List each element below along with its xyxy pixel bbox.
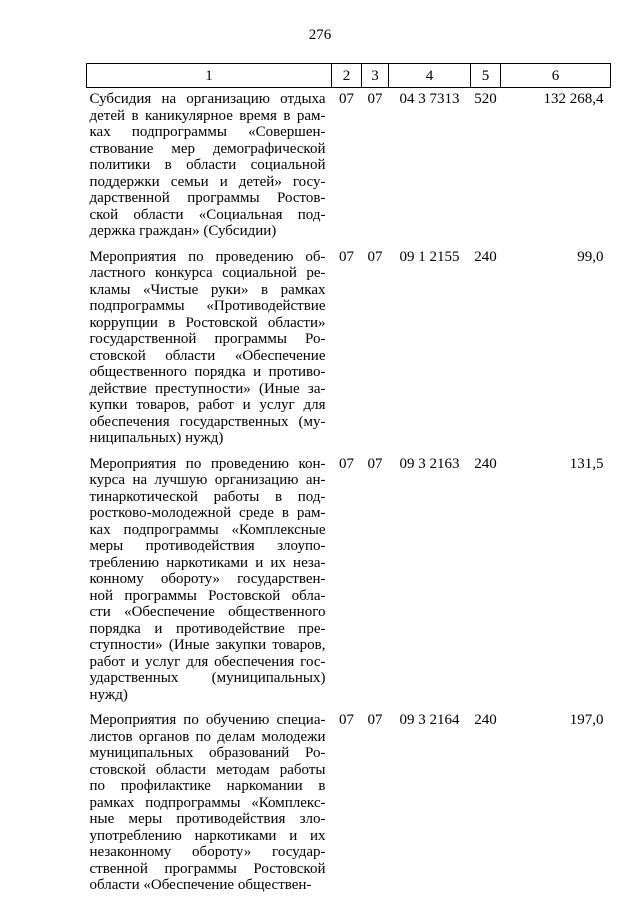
- description-cell: [87, 249, 332, 447]
- description-line: тинаркотической работы в под-: [89, 488, 326, 505]
- description-line: по профилактике наркомании в: [89, 778, 326, 794]
- description-line: держка граждан» (Субсидии): [89, 223, 277, 239]
- description-cell: [87, 88, 332, 240]
- description-line: ках подпрограммы «Комплексные: [89, 521, 326, 538]
- description-line: Мероприятия по проведению кон-: [89, 455, 326, 472]
- page-number: 276: [308, 27, 332, 43]
- subsection-code-cell: 07: [367, 248, 383, 265]
- amount-cell: 197,0: [569, 712, 604, 728]
- section-code-cell: 07: [339, 712, 354, 728]
- amount-cell: 132 268,4: [543, 91, 604, 107]
- description-line: действие преступности» (Иные за-: [89, 380, 326, 397]
- description-line: купки товаров, работ и услуг для: [89, 397, 326, 413]
- row-spacer: [87, 240, 611, 249]
- description-line: кламы «Чистые руки» в рамках: [89, 281, 326, 298]
- target-article-cell: 09 3 2164: [399, 712, 460, 728]
- description-line: Мероприятия по обучению специа-: [89, 712, 326, 728]
- description-line: ластного конкурса социальной ре-: [89, 265, 326, 281]
- description-line: ные меры противодействия зло-: [89, 811, 326, 827]
- expense-type-cell: 520: [474, 91, 497, 107]
- description-line: детей в каникулярное время в рам-: [89, 107, 326, 124]
- column-header-5: 5: [471, 64, 501, 88]
- description-line: ниципальных) нужд): [89, 430, 224, 446]
- description-line: поддержки семьи и детей» госу-: [89, 173, 326, 190]
- description-line: ской области «Социальная под-: [89, 206, 326, 223]
- expense-type-cell: 240: [474, 248, 497, 265]
- description-line: сти «Обеспечение общественного: [89, 604, 326, 620]
- budget-table: [86, 63, 611, 894]
- description-line: листов органов по делам молодежи: [89, 728, 326, 745]
- description-line: стовской области методам работы: [89, 761, 326, 778]
- subsection-code-cell: 07: [367, 712, 383, 728]
- column-header-6: 6: [501, 64, 611, 88]
- description-cell: [87, 456, 332, 704]
- description-line: политики в области социальной: [89, 157, 326, 173]
- expense-type-cell: 240: [474, 455, 497, 472]
- amount-cell: 131,5: [569, 455, 604, 472]
- description-line: меры противодействия злоупо-: [89, 538, 326, 554]
- description-line: коррупции в Ростовской области»: [89, 314, 326, 331]
- description-line: дарственной программы Ростов-: [89, 190, 326, 206]
- description-line: порядка и противодействие пре-: [89, 620, 326, 637]
- description-cell: [87, 712, 332, 894]
- description-line: общественного порядка и противо-: [89, 364, 326, 380]
- description-line: ственной программы Ростовской: [89, 860, 326, 877]
- description-line: Субсидия на организацию отдыха: [89, 91, 326, 107]
- description-line: ках подпрограммы «Совершен-: [89, 124, 326, 140]
- table-row: [87, 712, 611, 894]
- description-line: муниципальных образований Ро-: [89, 745, 326, 761]
- column-header-4: 4: [389, 64, 471, 88]
- description-line: ударственных (муниципальных): [89, 670, 326, 686]
- row-spacer-cell: [87, 447, 611, 456]
- section-code-cell: 07: [339, 248, 354, 265]
- description-line: употреблению наркотиками и их: [89, 827, 326, 844]
- description-line: незаконному обороту» государ-: [89, 844, 326, 860]
- description-line: ступности» (Иные закупки товаров,: [89, 637, 326, 653]
- table-row: [87, 249, 611, 447]
- row-spacer-cell: [87, 703, 611, 712]
- description-line: области «Обеспечение обществен-: [89, 877, 312, 893]
- target-article-cell: 09 1 2155: [399, 248, 460, 265]
- description-line: обеспечения государственных (му-: [89, 413, 326, 430]
- description-line: нужд): [89, 686, 128, 703]
- amount-cell: 99,0: [577, 248, 604, 265]
- section-code-cell: 07: [339, 455, 354, 472]
- row-spacer: [87, 703, 611, 712]
- subsection-code-cell: 07: [367, 455, 383, 472]
- description-line: ствование мер демографической: [89, 140, 326, 157]
- row-spacer: [87, 447, 611, 456]
- section-code-cell: 07: [339, 91, 354, 107]
- table-row: [87, 456, 611, 704]
- column-header-3: 3: [362, 64, 389, 88]
- description-line: ной программы Ростовской обла-: [89, 587, 326, 604]
- column-header-2: 2: [332, 64, 362, 88]
- description-line: стовской области «Обеспечение: [89, 347, 326, 364]
- table-row: [87, 88, 611, 240]
- target-article-cell: 04 3 7313: [399, 91, 460, 107]
- description-line: конному обороту» государствен-: [89, 571, 326, 587]
- description-line: рамках подпрограммы «Комплекс-: [89, 794, 326, 811]
- description-line: Мероприятия по проведению об-: [89, 248, 326, 265]
- expense-type-cell: 240: [474, 712, 497, 728]
- header-row: [87, 64, 611, 88]
- description-line: государственной программы Ро-: [89, 331, 326, 347]
- description-line: ростково-молодежной среде в рам-: [89, 505, 326, 521]
- description-line: треблению наркотиками и их неза-: [89, 554, 326, 571]
- subsection-code-cell: 07: [367, 91, 383, 107]
- description-line: работ и услуг для обеспечения гос-: [89, 653, 326, 670]
- row-spacer-cell: [87, 240, 611, 249]
- column-header-1: 1: [87, 64, 332, 88]
- description-line: подпрограммы «Противодействие: [89, 298, 326, 314]
- target-article-cell: 09 3 2163: [399, 455, 460, 472]
- description-line: курса на лучшую организацию ан-: [89, 472, 326, 488]
